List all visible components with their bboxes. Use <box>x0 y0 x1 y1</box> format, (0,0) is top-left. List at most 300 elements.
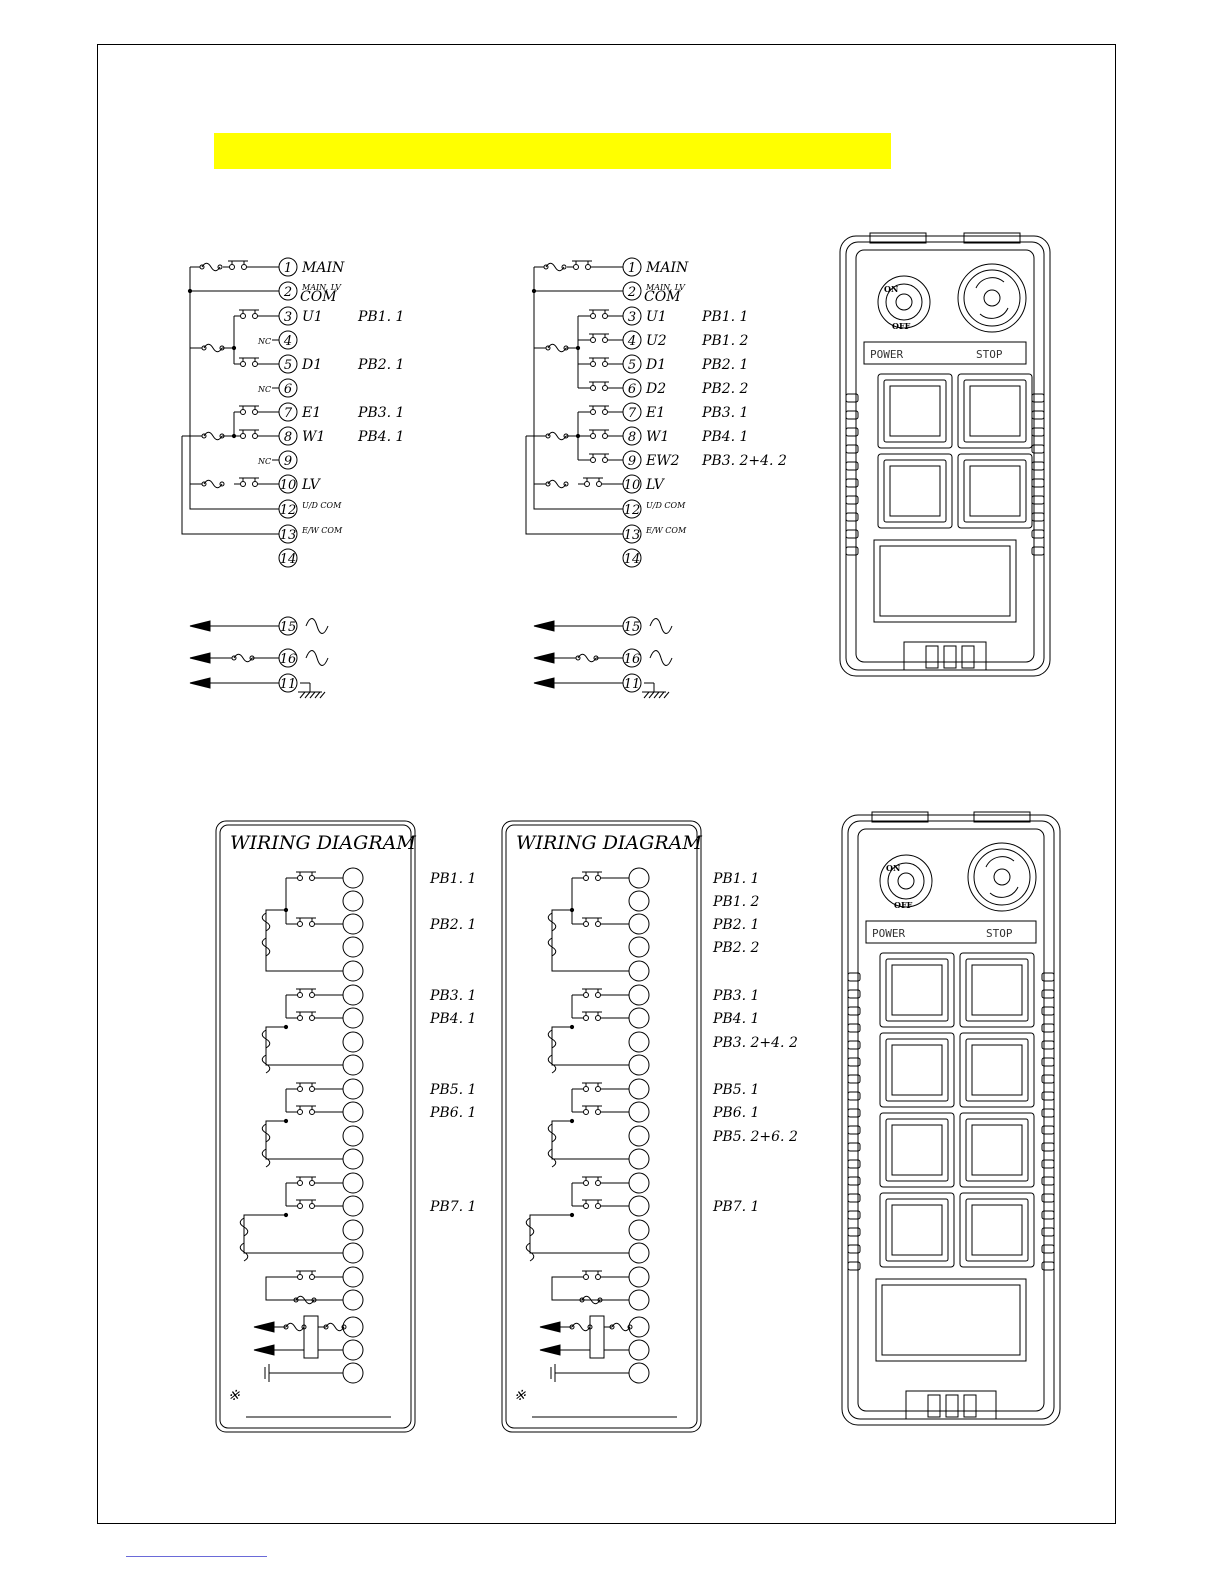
terminal-number: 9 <box>627 454 637 469</box>
fuse-symbol <box>202 432 224 440</box>
push-button-top <box>970 386 1020 436</box>
contact-point <box>310 1016 315 1021</box>
contact-point <box>591 314 596 319</box>
terminal-label: MAIN, LV <box>646 283 685 292</box>
fuse-wave <box>286 1323 304 1331</box>
pushbutton-contact <box>291 918 321 927</box>
fuse-symbol <box>546 480 568 488</box>
contact-point <box>310 1087 315 1092</box>
push-button-face <box>964 380 1026 442</box>
ac-symbol <box>306 619 328 634</box>
relay-box <box>304 1316 318 1358</box>
terminal-10 <box>623 475 666 493</box>
pushbutton-contact <box>291 1012 321 1021</box>
note-mark: ※ <box>228 1388 240 1404</box>
pendant-body <box>840 236 1050 676</box>
terminal-label: LV <box>646 477 664 493</box>
contact-point <box>253 482 258 487</box>
pushbutton-contact <box>291 872 321 881</box>
clip-slot <box>944 646 956 668</box>
push-button <box>880 1113 954 1187</box>
contact-point <box>298 1110 303 1115</box>
clip-slot <box>926 646 938 668</box>
junction-dot <box>232 434 235 437</box>
push-button-top <box>972 965 1022 1015</box>
contact-point <box>596 1275 601 1280</box>
push-button-frame <box>960 1113 1034 1187</box>
terminal-12 <box>279 500 342 518</box>
fuse-symbol <box>544 263 566 271</box>
terminal-circle <box>343 891 363 911</box>
contact-point <box>584 1110 589 1115</box>
ground-hatch <box>664 692 669 698</box>
pb-label: PB6. 1 <box>713 1105 760 1121</box>
contact-point <box>584 1181 589 1186</box>
contact-point <box>298 1181 303 1186</box>
terminal-circle <box>629 937 649 957</box>
terminal-number: 6 <box>627 382 637 397</box>
pb-label: PB4. 1 <box>713 1011 760 1027</box>
terminal-number: 8 <box>283 430 293 445</box>
pushbutton-contact <box>584 334 614 343</box>
terminal-9 <box>257 451 297 469</box>
contact-point <box>596 993 601 998</box>
pushbutton-contact <box>291 1083 321 1092</box>
stop-button-ring <box>968 843 1036 911</box>
fuse-wave <box>548 344 566 352</box>
ground-hatch <box>315 692 320 698</box>
note-mark: ※ <box>514 1388 526 1404</box>
push-button-top <box>972 1045 1022 1095</box>
terminal-circle <box>629 1363 649 1383</box>
terminal-13 <box>279 525 343 543</box>
terminal-3 <box>623 307 748 325</box>
push-button-top <box>970 466 1020 516</box>
contact-point <box>596 1181 601 1186</box>
arrowhead <box>254 1345 274 1355</box>
stop-button-center <box>994 869 1010 885</box>
power-terminal-11 <box>534 674 669 698</box>
junction-dot <box>576 434 579 437</box>
push-button-top <box>972 1205 1022 1255</box>
terminal-label: U1 <box>302 309 323 325</box>
pushbutton-contact <box>584 358 614 367</box>
clip-slot <box>928 1395 940 1417</box>
push-button-frame <box>960 1033 1034 1107</box>
terminal-circle <box>343 1267 363 1287</box>
fuse-symbol <box>284 1323 306 1331</box>
pushbutton-contact <box>234 430 264 439</box>
wire <box>266 1277 343 1300</box>
terminal-6 <box>257 379 297 397</box>
push-button-face <box>966 1039 1028 1101</box>
off-label: OFF <box>894 900 913 910</box>
terminal-number: 5 <box>283 358 293 373</box>
pushbutton-contact <box>291 1200 321 1209</box>
rotate-arrow <box>976 278 1004 288</box>
push-button-face <box>886 1039 948 1101</box>
terminal-label: D1 <box>646 357 667 373</box>
nc-label: NC <box>258 457 272 466</box>
junction-dot <box>284 1213 287 1216</box>
terminal-1 <box>279 258 345 276</box>
top-right-schematic <box>526 258 787 698</box>
pushbutton-contact <box>234 310 264 319</box>
push-button-top <box>972 1125 1022 1175</box>
pb-label: PB5. 1 <box>713 1082 760 1098</box>
terminal-circle <box>629 891 649 911</box>
terminal-circle <box>629 1340 649 1360</box>
pb-label: PB4. 1 <box>430 1011 477 1027</box>
push-button-top <box>892 1205 942 1255</box>
panel-outline <box>216 821 415 1432</box>
terminal-number: 7 <box>283 406 293 421</box>
terminal-circle <box>343 1032 363 1052</box>
contact-point <box>310 1275 315 1280</box>
off-label: OFF <box>892 321 911 331</box>
pb-label: PB2. 2 <box>713 940 760 956</box>
terminal-4 <box>623 331 749 349</box>
pb-label: PB3. 1 <box>430 988 477 1004</box>
wire <box>526 436 623 534</box>
pb-label: PB5. 1 <box>430 1082 477 1098</box>
pb-label: PB1. 2 <box>713 894 760 910</box>
terminal-5 <box>623 355 748 373</box>
wire <box>266 1124 343 1159</box>
wire <box>552 910 572 913</box>
fuse-wave <box>234 654 252 662</box>
contact-point <box>298 993 303 998</box>
fuse-symbol <box>202 480 224 488</box>
fuse-wave <box>202 263 220 271</box>
pb-label: PB2. 1 <box>713 917 760 933</box>
wire <box>182 436 279 534</box>
contact-point <box>591 386 596 391</box>
contact-point <box>241 410 246 415</box>
terminal-12 <box>623 500 686 518</box>
contact-point <box>603 314 608 319</box>
pendant-face <box>856 250 1034 662</box>
junction-dot <box>570 1213 573 1216</box>
push-button-frame <box>880 1193 954 1267</box>
terminal-circle <box>343 937 363 957</box>
terminal-2 <box>623 282 686 305</box>
terminal-label: W1 <box>302 429 326 445</box>
wiring-diagram-panel <box>216 821 476 1432</box>
contact-point <box>241 434 246 439</box>
pushbutton-contact <box>234 406 264 415</box>
contact-point <box>574 265 579 270</box>
ground-hatch <box>654 692 659 698</box>
pushbutton-contact <box>584 454 614 463</box>
ground-hatch <box>649 692 654 698</box>
contact-point <box>241 482 246 487</box>
wire <box>552 913 629 971</box>
contact-point <box>584 993 589 998</box>
contact-point <box>584 1204 589 1209</box>
terminal-number: 11 <box>279 677 297 692</box>
key-switch-core <box>898 873 914 889</box>
terminal-label: MAIN <box>302 260 345 276</box>
clip-slot <box>946 1395 958 1417</box>
fuse-symbol <box>570 1323 592 1331</box>
junction-dot <box>284 1119 287 1122</box>
contact-point <box>310 1110 315 1115</box>
pushbutton-contact <box>223 261 253 270</box>
contact-point <box>253 434 258 439</box>
push-button-frame <box>880 1113 954 1187</box>
terminal-circle <box>629 1102 649 1122</box>
push-button-face <box>884 380 946 442</box>
terminal-label: U/D COM <box>302 501 342 510</box>
push-button-frame <box>958 374 1032 448</box>
junction-dot <box>284 1025 287 1028</box>
terminal-circle <box>343 1220 363 1240</box>
contact-point <box>310 993 315 998</box>
stop-button-ring <box>958 264 1026 332</box>
terminal-1 <box>623 258 689 276</box>
terminal-number: 12 <box>623 503 641 518</box>
push-button <box>878 374 952 448</box>
fuse-wave <box>204 480 222 488</box>
arrowhead <box>540 1345 560 1355</box>
arrow-icon <box>190 678 279 688</box>
terminal-14 <box>623 549 641 567</box>
pb-label: PB3. 2+4. 2 <box>702 453 787 469</box>
pb-label: PB7. 1 <box>430 1199 477 1215</box>
pb-label: PB3. 2+4. 2 <box>713 1035 798 1051</box>
terminal-number: 16 <box>623 652 641 667</box>
key-switch <box>880 855 932 910</box>
relay-box <box>590 1316 604 1358</box>
push-button <box>880 1193 954 1267</box>
pb-label: PB5. 2+6. 2 <box>713 1129 798 1145</box>
terminal-circle <box>343 1173 363 1193</box>
pushbutton-contact <box>578 478 608 487</box>
contact-point <box>298 1016 303 1021</box>
contact-point <box>596 1204 601 1209</box>
arrow-icon <box>254 1322 286 1332</box>
pb-label: PB2. 2 <box>702 381 749 397</box>
contact-point <box>310 876 315 881</box>
terminal-circle <box>629 1220 649 1240</box>
push-button-face <box>966 959 1028 1021</box>
junction-dot <box>570 1119 573 1122</box>
pushbutton-contact <box>291 1177 321 1186</box>
fuse-wave <box>578 654 596 662</box>
terminal-2 <box>279 282 342 305</box>
contact-point <box>298 1087 303 1092</box>
terminal-14 <box>279 549 297 567</box>
terminal-number: 10 <box>279 478 297 493</box>
terminal-9 <box>623 451 787 469</box>
contact-point <box>591 410 596 415</box>
pushbutton-contact <box>584 382 614 391</box>
terminal-label: LV <box>302 477 320 493</box>
arrow-icon <box>254 1345 304 1355</box>
arrowhead <box>534 621 554 631</box>
contact-point <box>584 876 589 881</box>
pb-label: PB3. 1 <box>358 405 405 421</box>
wire <box>266 1027 286 1030</box>
terminal-circle <box>343 1126 363 1146</box>
pushbutton-contact <box>291 1271 321 1280</box>
fuse-wave <box>572 1323 590 1331</box>
contact-point <box>596 1110 601 1115</box>
power-terminal-16 <box>190 649 328 667</box>
pushbutton-contact <box>577 872 607 881</box>
pushbutton-contact <box>577 1012 607 1021</box>
contact-point <box>586 265 591 270</box>
arrow-icon <box>540 1322 572 1332</box>
stop-button-ring <box>974 849 1030 905</box>
contact-point <box>603 434 608 439</box>
contact-point <box>603 410 608 415</box>
contact-point <box>242 265 247 270</box>
junction-dot <box>576 346 579 349</box>
terminal-number: 14 <box>279 552 297 567</box>
pb-label: PB2. 1 <box>702 357 749 373</box>
terminal-circle <box>629 1196 649 1216</box>
pb-label: PB7. 1 <box>713 1199 760 1215</box>
terminal-circle <box>343 1363 363 1383</box>
pb-label: PB3. 1 <box>713 988 760 1004</box>
terminal-number: 15 <box>279 620 297 635</box>
wire <box>552 1277 629 1300</box>
terminal-7 <box>623 403 748 421</box>
terminal-4 <box>257 331 297 349</box>
arrowhead <box>540 1322 560 1332</box>
panel-inner-outline <box>220 825 411 1428</box>
push-button-face <box>966 1199 1028 1261</box>
pushbutton-contact <box>577 1271 607 1280</box>
arrow-icon <box>534 653 576 663</box>
terminal-circle <box>629 1173 649 1193</box>
terminal-label: D1 <box>302 357 323 373</box>
terminal-circle <box>629 868 649 888</box>
arrowhead <box>190 653 210 663</box>
stop-label: STOP <box>986 927 1013 940</box>
terminal-circle <box>343 1055 363 1075</box>
arrowhead <box>190 678 210 688</box>
terminal-circle <box>343 1290 363 1310</box>
terminal-label: E1 <box>646 405 666 421</box>
terminal-circle <box>629 1079 649 1099</box>
terminal-number: 1 <box>627 261 637 276</box>
arrow-icon <box>534 621 623 631</box>
fuse-wave <box>204 344 222 352</box>
fuse-wave <box>326 1323 344 1331</box>
contact-point <box>596 1087 601 1092</box>
junction-dot <box>570 1025 573 1028</box>
fuse-symbol <box>546 344 568 352</box>
terminal-number: 2 <box>283 285 293 300</box>
wire <box>530 1215 572 1218</box>
push-button <box>960 1193 1034 1267</box>
contact-point <box>298 922 303 927</box>
terminal-number: 15 <box>623 620 641 635</box>
ground-icon <box>551 1364 629 1382</box>
terminal-circle <box>629 1267 649 1287</box>
stop-button <box>968 843 1036 911</box>
terminal-circle <box>629 961 649 981</box>
terminal-number: 14 <box>623 552 641 567</box>
pb-label: PB1. 1 <box>702 309 749 325</box>
contact-point <box>310 922 315 927</box>
pendant-body-inner <box>846 242 1044 670</box>
push-button-top <box>892 1045 942 1095</box>
wire <box>266 910 286 913</box>
pendant-remote <box>842 812 1060 1425</box>
contact-point <box>603 458 608 463</box>
push-button-top <box>890 466 940 516</box>
pb-label: PB4. 1 <box>702 429 749 445</box>
power-terminal-15 <box>190 617 328 635</box>
arrow-icon <box>534 678 623 688</box>
contact-point <box>298 876 303 881</box>
wire <box>244 1218 343 1253</box>
contact-point <box>584 1275 589 1280</box>
wire <box>244 1215 286 1218</box>
terminal-label: U/D COM <box>646 501 686 510</box>
on-label: ON <box>886 863 901 873</box>
wire <box>266 1121 286 1124</box>
pushbutton-contact <box>584 406 614 415</box>
push-button <box>960 1113 1034 1187</box>
on-label: ON <box>884 284 899 294</box>
fuse-symbol <box>200 263 222 271</box>
pushbutton-contact <box>577 1177 607 1186</box>
push-button <box>960 953 1034 1027</box>
terminal-circle <box>343 1008 363 1028</box>
push-button-frame <box>958 454 1032 528</box>
contact-point <box>253 362 258 367</box>
terminal-circle <box>343 1340 363 1360</box>
panel-outline <box>502 821 701 1432</box>
panel-title: WIRING DIAGRAM <box>516 832 702 854</box>
push-button-frame <box>960 1193 1034 1267</box>
ac-symbol <box>650 651 672 666</box>
terminal-circle <box>629 1126 649 1146</box>
stop-label: STOP <box>976 348 1003 361</box>
contact-point <box>584 1087 589 1092</box>
wire <box>266 913 343 971</box>
pb-label: PB2. 1 <box>358 357 405 373</box>
fuse-wave <box>548 480 566 488</box>
clip-slot <box>964 1395 976 1417</box>
stop-button <box>958 264 1026 332</box>
ground-icon <box>642 683 669 698</box>
wire <box>552 1027 572 1030</box>
terminal-label: U1 <box>646 309 667 325</box>
fuse-wave <box>546 263 564 271</box>
push-button-frame <box>878 374 952 448</box>
wire <box>552 1030 629 1065</box>
pushbutton-contact <box>577 1083 607 1092</box>
terminal-label-com: COM <box>300 289 337 305</box>
pb-label: PB4. 1 <box>358 429 405 445</box>
terminal-circle <box>343 1102 363 1122</box>
nc-label: NC <box>258 385 272 394</box>
wire <box>552 1124 629 1159</box>
push-button-frame <box>960 953 1034 1027</box>
terminal-number: 3 <box>283 310 293 325</box>
key-switch <box>878 276 930 331</box>
ground-icon <box>265 1364 343 1382</box>
terminal-circle <box>629 1008 649 1028</box>
wire <box>266 1030 343 1065</box>
terminal-circle <box>629 1149 649 1169</box>
